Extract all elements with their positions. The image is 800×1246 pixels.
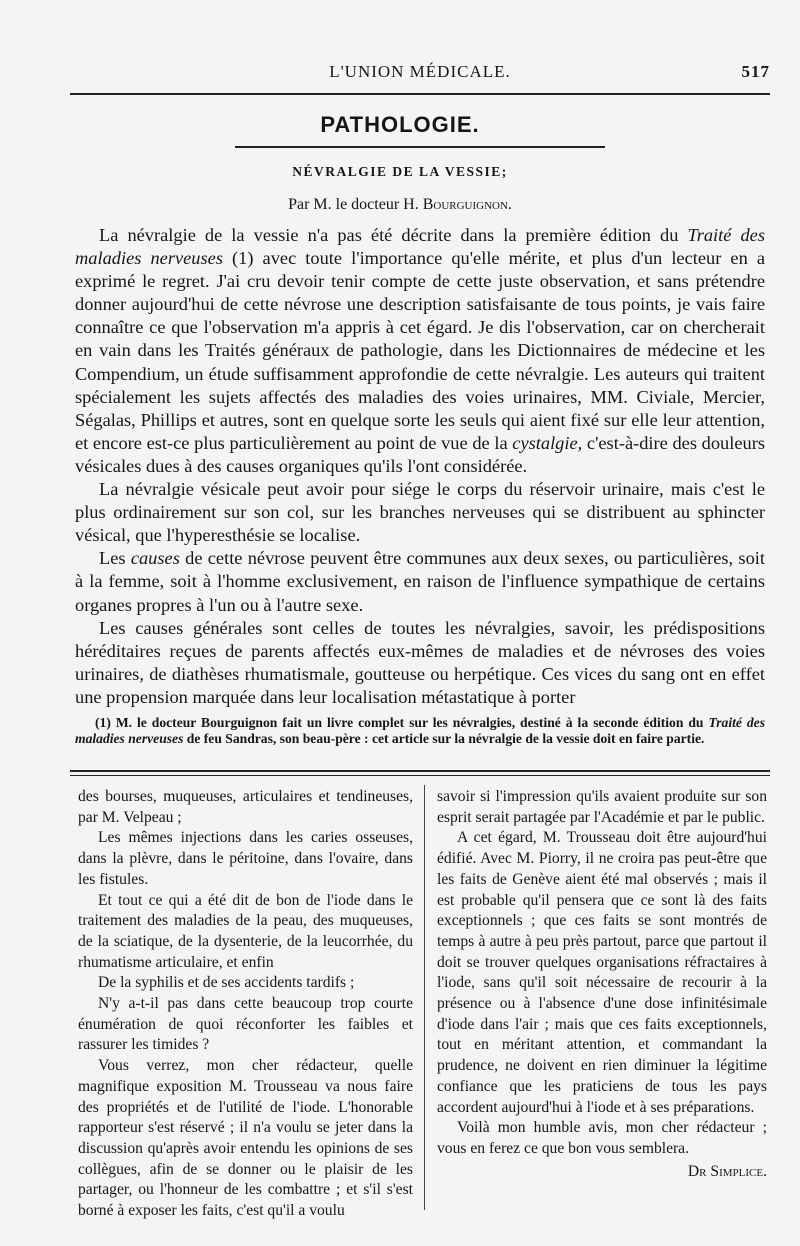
body-paragraph-2: La névralgie vésicale peut avoir pour siége le corps du réservoir urinaire, mais c'est le plus ordinairement sur son col, sur les branches nerveuses qui se distribuent au sphincter vésical, que l'hyperesthésie se localise. <box>75 479 765 546</box>
left-paragraph-1: des bourses, muqueuses, articulaires et tendineuses, par M. Velpeau ; <box>78 788 413 826</box>
footnote-book-title: Traité des maladies nerveuses <box>75 715 765 746</box>
separator-rule-thin <box>70 775 770 776</box>
byline <box>0 196 800 214</box>
body-paragraph-1 <box>75 224 765 478</box>
left-paragraph-5: N'y a-t-il pas dans cette beaucoup trop courte énumération de quoi réconforter les faibles et rassurer les timides ? <box>78 995 413 1054</box>
right-paragraph-3: Voilà mon humble avis, mon cher rédacteur ; vous en ferez ce que bon vous semblera. <box>437 1119 767 1157</box>
article-title: NÉVRALGIE DE LA VESSIE; <box>292 164 508 179</box>
body-text: de cette névrose peuvent être communes aux deux sexes, ou particulières, soit à la femme, soit à l'homme exclusivement, en raison de l'influence sympathique de certains organes propres à l'un ou à l'autre sexe. <box>75 548 765 615</box>
footnote-part: de feu Sandras, son beau-père : cet article sur la névralgie de la vessie doit en faire partie. <box>183 731 705 746</box>
left-paragraph-6: Vous verrez, mon cher rédacteur, quelle magnifique exposition M. Trousseau va nous faire des propriétés et de l'utilité de l'iode. L'honorable rapporteur s'est réservé ; il n'a voulu se jeter dans la discussion qu'après avoir entendu les opinions de ses collègues, afin de se donner ou le plaisir de les partager, ou l'honneur de les combattre ; et s'il s'est borné à exposer les faits, c'est qu'il a voulu <box>78 1057 413 1220</box>
footnote-part: (1) M. le docteur Bourguignon fait un livre complet sur les névralgies, destiné à la seconde édition du <box>95 715 709 730</box>
right-paragraph-2: A cet égard, M. Trousseau doit être aujourd'hui édifié. Avec M. Piorry, il ne croira pas peut-être que les faits de Genève aient été mal observés ; mais il est probable qu'il pensera que ce sont là des faits exceptionnels ; que ces faits se sont montrés de temps à autre à peu près partout, parce que partout il doit se trouver quelques organisations réfractaires à l'iode, sans qu'il soit nécessaire de recourir à la présence ou à l'absence d'une dose infinitésimale d'iode dans l'air ; mais que ces faits exceptionnels, tout en méritant attention, et commandant la prudence, ne doivent en rien diminuer la légitime confiance que les praticiens de tous les pays accordent aujourd'hui à l'iode et à ses préparations. <box>437 829 767 1116</box>
column-divider <box>424 785 425 1210</box>
left-column <box>78 787 413 1222</box>
signature <box>437 1162 767 1183</box>
body-text: La névralgie de la vessie n'a pas été décrite dans la première édition du <box>99 225 688 245</box>
italic-term: cystalgie, <box>512 432 583 453</box>
right-column <box>437 787 767 1182</box>
page-header <box>70 62 770 88</box>
section-title-rule <box>235 146 605 148</box>
article-body <box>75 224 765 709</box>
header-rule <box>70 93 770 95</box>
body-text: c'est-à-dire des douleurs vésicales dues à des causes organiques qu'ils l'ont considérée. <box>75 432 765 476</box>
byline-author: Bourguignon. <box>422 196 512 213</box>
body-paragraph-3 <box>75 547 765 616</box>
left-paragraph-4: De la syphilis et de ses accidents tardifs ; <box>98 974 355 992</box>
book-title: Traité des maladies nerveuses <box>75 225 765 269</box>
left-paragraph-3: Et tout ce qui a été dit de bon de l'iode dans le traitement des maladies de la peau, des muqueuses, de la sciatique, de la dysenterie, de la leucorrhée, du rhumatisme articulaire, et enfin <box>78 891 413 971</box>
byline-prefix: Par M. le docteur H. <box>288 196 419 213</box>
body-paragraph-4: Les causes générales sont celles de toutes les névralgies, savoir, les prédispositions héréditaires reçues de parents affectés eux-mêmes de maladies et de névroses des voies urinaires, de diathèses rhumatismale, goutteuse ou herpétique. Ces vices du sang ont en effet une propension marquée dans leur localisation métastatique à porter <box>75 617 765 707</box>
right-paragraph-1: savoir si l'impression qu'ils avaient produite sur son esprit serait partagée par l'Académie et par le public. <box>437 788 767 826</box>
signature-text: Dr Simplice. <box>687 1162 767 1180</box>
section-title: PATHOLOGIE. <box>320 112 480 137</box>
page-number: 517 <box>741 62 770 81</box>
journal-title: L'UNION MÉDICALE. <box>329 62 511 81</box>
italic-term: causes <box>130 548 180 569</box>
body-text: (1) avec toute l'importance qu'elle mérite, et plus d'un lecteur en a exprimé le regret. J'ai cru devoir tenir compte de cette juste observation, et sans prétendre donner aujourd'hui de cette névrose une description satisfaisante de tous points, je vais faire connaître ce que l'observation m'a appris à cet égard. Je dis l'observation, car on chercherait en vain dans les Traités généraux de pathologie, dans les Dictionnaires de médecine et les Compendium, un étude suffisamment approfondie de cette névralgie. Les auteurs qui traitent spécialement les sujets affectés des maladies des voies urinaires, MM. Civiale, Mercier, Ségalas, Phillips et autres, sont en quelque sorte les seuls qui aient fixé sur elle leur attention, et encore est-ce plus particulièrement au point de vue de la <box>75 248 765 453</box>
body-text: Les <box>99 548 131 569</box>
footnote-text <box>75 715 765 747</box>
left-paragraph-2: Les mêmes injections dans les caries osseuses, dans la plèvre, dans le péritoine, dans l'ovaire, dans les fistules. <box>78 829 413 888</box>
footnote <box>75 715 765 747</box>
separator-rule-thick <box>70 770 770 772</box>
